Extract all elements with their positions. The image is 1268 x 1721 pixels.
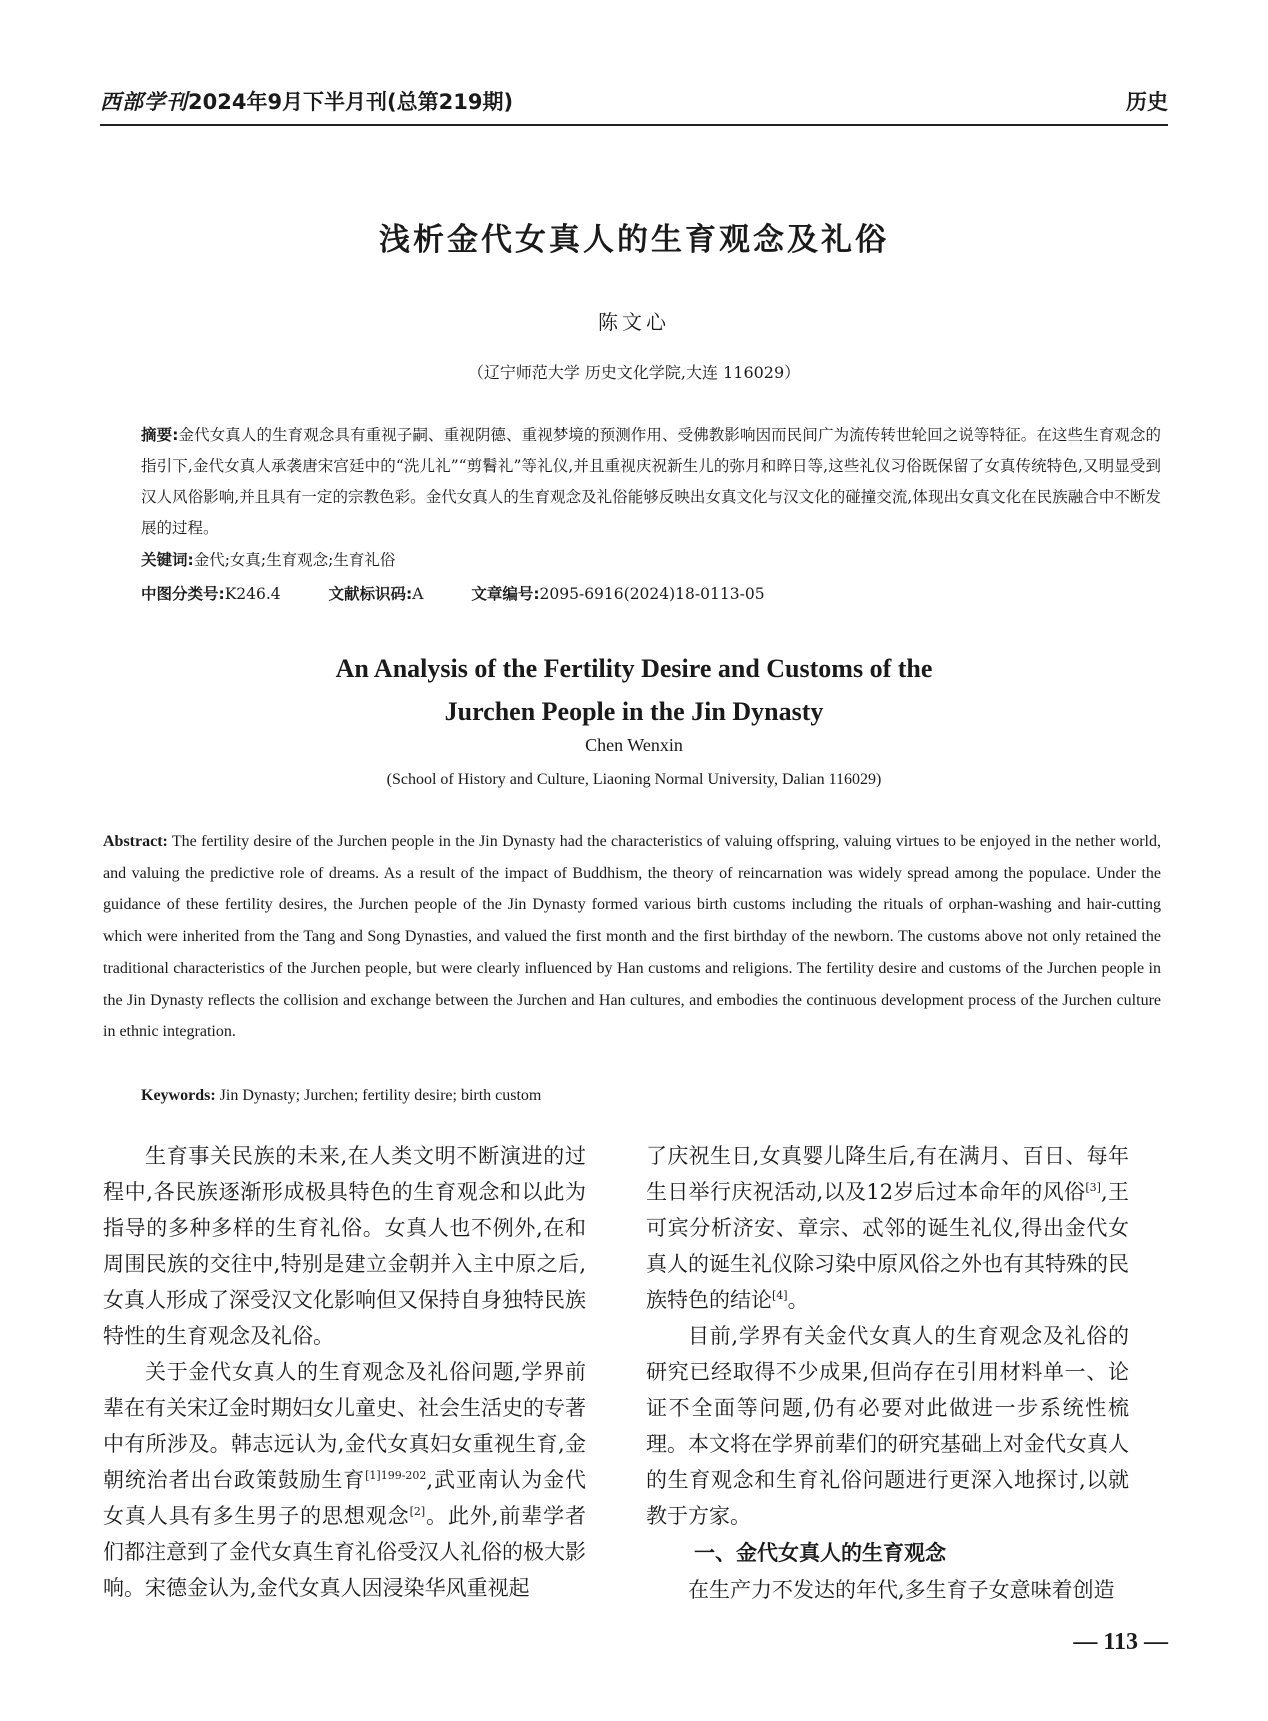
running-header: [100, 86, 1168, 122]
keywords-text: 金代;女真;生育观念;生育礼俗: [193, 551, 396, 569]
english-affiliation: (School of History and Culture, Liaoning Normal University, Dalian 116029): [386, 771, 882, 788]
keywords-label: 关键词:: [141, 551, 194, 569]
english-title-line2: Jurchen People in the Jin Dynasty: [444, 697, 824, 726]
journal-logo: 西部学刊: [100, 89, 188, 114]
english-keywords-text: Jin Dynasty; Jurchen; fertility desire; birth custom: [219, 1087, 542, 1104]
section-label: 历史: [1126, 90, 1168, 114]
english-keywords: [141, 1087, 541, 1105]
page-number: — 113 —: [1073, 1629, 1168, 1655]
citation-ref: [3]: [1085, 1181, 1101, 1194]
article-no-label: 文章编号:: [471, 585, 540, 603]
chinese-author: 陈文心: [598, 310, 670, 334]
english-abstract-text: The fertility desire of the Jurchen people in the Jin Dynasty had the characteristics of valuing offspring, valuing virtues to be enjoyed in the nether world, and valuing the predictive role of dreams. As a result of the impact of Buddhism, the theory of reincarnation was widely spread among the populace. Under the guidance of these fertility desires, the Jurchen people of the Jin Dynasty formed various birth customs including the rituals of orphan-washing and hair-cutting which were inherited from the Tang and Song Dynasties, and valued the first month and the first birthday of the newborn. The customs above not only retained the traditional characteristics of the Jurchen people, but were clearly influenced by Han customs and religions. The fertility desire and customs of the Jurchen people in the Jin Dynasty reflects the collision and exchange between the Jurchen and Han cultures, and embodies the continuous development process of the Jurchen culture in ethnic integration.: [103, 833, 1161, 1041]
body-paragraph-continued: [646, 1138, 1129, 1318]
paragraph-text: 了庆祝生日,女真婴儿降生后,有在满月、百日、每年生日举行庆祝活动,以及12岁后过本命年的风俗: [646, 1144, 1129, 1204]
clc-value: K246.4: [224, 585, 281, 603]
body-paragraph: 生育事关民族的未来,在人类文明不断演进的过程中,各民族逐渐形成极具特色的生育观念和以此为指导的多种多样的生育礼俗。女真人也不例外,在和周围民族的交往中,特别是建立金朝并入主中原之后,女真人形成了深受汉文化影响但又保持自身独特民族特性的生育观念及礼俗。: [103, 1144, 586, 1348]
abstract-label: 摘要:: [141, 426, 179, 444]
english-title-line1: An Analysis of the Fertility Desire and Customs of the: [335, 654, 933, 683]
citation-ref: [2]: [409, 1505, 426, 1518]
english-keywords-label: Keywords:: [141, 1087, 216, 1104]
english-author: Chen Wenxin: [585, 735, 683, 755]
section-heading: 一、金代女真人的生育观念: [694, 1541, 946, 1565]
clc-label: 中图分类号:: [141, 585, 225, 603]
body-paragraph: [103, 1354, 586, 1606]
article-no-value: 2095-6916(2024)18-0113-05: [539, 585, 765, 603]
classification-line: [141, 582, 765, 604]
chinese-affiliation: （辽宁师范大学 历史文化学院,大连 116029）: [467, 363, 801, 382]
body-paragraph: 在生产力不发达的年代,多生育子女意味着创造: [688, 1578, 1115, 1602]
body-column-left: [103, 1138, 586, 1606]
citation-ref: [4]: [772, 1289, 788, 1302]
paragraph-text: 。此外,前辈学者们都注意到了金代女真生育礼俗受汉人礼俗的极大影响。宋德金认为,金代女真人因浸染华风重视起: [103, 1504, 587, 1600]
english-title: [0, 647, 1268, 733]
header-divider: [100, 124, 1168, 126]
chinese-title: 浅析金代女真人的生育观念及礼俗: [379, 222, 889, 258]
paragraph-text: ,武亚南认为金代女真人具有多生男子的思想观念: [103, 1468, 586, 1528]
english-abstract-label: Abstract:: [103, 833, 168, 850]
english-abstract: [103, 826, 1161, 1048]
abstract-text: 金代女真人的生育观念具有重视子嗣、重视阴德、重视梦境的预测作用、受佛教影响因而民间广为流传转世轮回之说等特征。在这些生育观念的指引下,金代女真人承袭唐宋宫廷中的“洗儿礼”“剪鬌礼”等礼仪,并且重视庆祝新生儿的弥月和晬日等,这些礼仪习俗既保留了女真传统特色,又明显受到汉人风俗影响,并且具有一定的宗教色彩。金代女真人的生育观念及礼俗能够反映出女真文化与汉文化的碰撞交流,体现出女真文化在民族融合中不断发展的过程。: [141, 426, 1161, 537]
citation-ref: [1]199-202: [365, 1469, 427, 1482]
paragraph-text: ,王可宾分析济安、章宗、忒邻的诞生礼仪,得出金代女真人的诞生礼仪除习染中原风俗之外也有其特殊的民族特色的结论: [646, 1180, 1129, 1312]
paragraph-text: 关于金代女真人的生育观念及礼俗问题,学界前辈在有关宋辽金时期妇女儿童史、社会生活史的专著中有所涉及。韩志远认为,金代女真妇女重视生育,金朝统治者出台政策鼓励生育: [103, 1360, 586, 1492]
body-paragraph: 目前,学界有关金代女真人的生育观念及礼俗的研究已经取得不少成果,但尚存在引用材料单一、论证不全面等问题,仍有必要对此做进一步系统性梳理。本文将在学界前辈们的研究基础上对金代女真人的生育观念和生育礼俗问题进行更深入地探讨,以就教于方家。: [646, 1324, 1129, 1528]
doc-code-value: A: [412, 585, 424, 603]
body-column-right: [646, 1138, 1129, 1608]
journal-issue-line: [100, 86, 513, 116]
doc-code-label: 文献标识码:: [328, 585, 413, 603]
chinese-keywords: [141, 548, 395, 570]
chinese-abstract: [141, 420, 1161, 544]
issue-label: 2024年9月下半月刊(总第219期): [188, 90, 514, 114]
paragraph-text: 。: [787, 1288, 809, 1312]
